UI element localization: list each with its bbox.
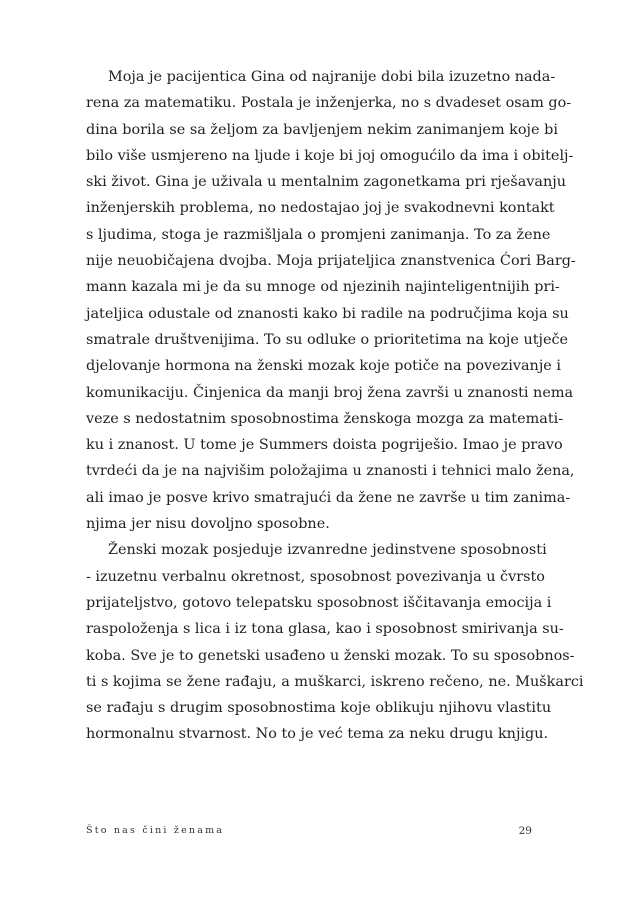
text-line: komunikaciju. Činjenica da manji broj žena završi u znanosti nema <box>86 384 574 401</box>
text-line: prijateljstvo, gotovo telepatsku sposobnost iščitavanja emocija i <box>86 594 552 611</box>
paragraph <box>86 537 584 747</box>
text-line: jateljica odustale od znanosti kako bi radile na područjima koja su <box>86 305 569 322</box>
text-line: inženjerskih problema, no nedostajao joj je svakodnevni kontakt <box>86 200 555 217</box>
text-line: nije neuobičajena dvojba. Moja prijateljica znanstvenica Ćori Barg- <box>86 253 576 270</box>
text-line: tvrdeći da je na najvišim položajima u znanosti i tehnici malo žena, <box>86 463 575 480</box>
body-text <box>86 64 584 748</box>
text-line: smatrale društvenijima. To su odluke o prioritetima na koje utječe <box>86 331 569 348</box>
text-line: djelovanje hormona na ženski mozak koje potiče na povezivanje i <box>86 358 561 375</box>
text-line: ti s kojima se žene rađaju, a muškarci, iskreno rečeno, ne. Muškarci <box>86 673 584 690</box>
text-line: ku i znanost. U tome je Summers doista pogriješio. Imao je pravo <box>86 437 563 454</box>
running-title: Što nas čini ženama <box>86 825 225 836</box>
text-line: ski život. Gina je uživala u mentalnim zagonetkama pri rješavanju <box>86 174 567 191</box>
page-footer <box>86 823 532 839</box>
text-line: rena za matematiku. Postala je inženjerka, no s dvadeset osam go- <box>86 95 572 112</box>
text-line: ali imao je posve krivo smatrajući da žene ne završe u tim zanima- <box>86 489 571 506</box>
text-line: hormonalnu stvarnost. No to je već tema za neku drugu knjigu. <box>86 726 549 743</box>
text-line: mann kazala mi je da su mnoge od njezinih najinteligentnijih pri- <box>86 279 560 296</box>
paragraph <box>86 64 576 537</box>
text-line: se rađaju s drugim sposobnostima koje oblikuju njihovu vlastitu <box>86 700 552 717</box>
text-line: veze s nedostatnim sposobnostima ženskoga mozga za matemati- <box>86 410 564 427</box>
text-line: njima jer nisu dovoljno sposobne. <box>86 516 330 533</box>
text-line: - izuzetnu verbalnu okretnost, sposobnost povezivanja u čvrsto <box>86 568 545 585</box>
text-line: raspoloženja s lica i iz tona glasa, kao i sposobnost smirivanja su- <box>86 621 564 638</box>
text-line: dina borila se sa željom za bavljenjem nekim zanimanjem koje bi <box>86 121 558 138</box>
text-line: Ženski mozak posjeduje izvanredne jedinstvene sposobnosti <box>108 542 547 559</box>
text-line: Moja je pacijentica Gina od najranije dobi bila izuzetno nada- <box>108 69 556 85</box>
text-line: bilo više usmjereno na ljude i koje bi joj omogućilo da ima i obitelj- <box>86 147 574 164</box>
page-number: 29 <box>518 825 532 837</box>
text-line: s ljudima, stoga je razmišljala o promjeni zanimanja. To za žene <box>86 226 551 243</box>
text-line: koba. Sve je to genetski usađeno u ženski mozak. To su sposobnos- <box>86 647 575 664</box>
